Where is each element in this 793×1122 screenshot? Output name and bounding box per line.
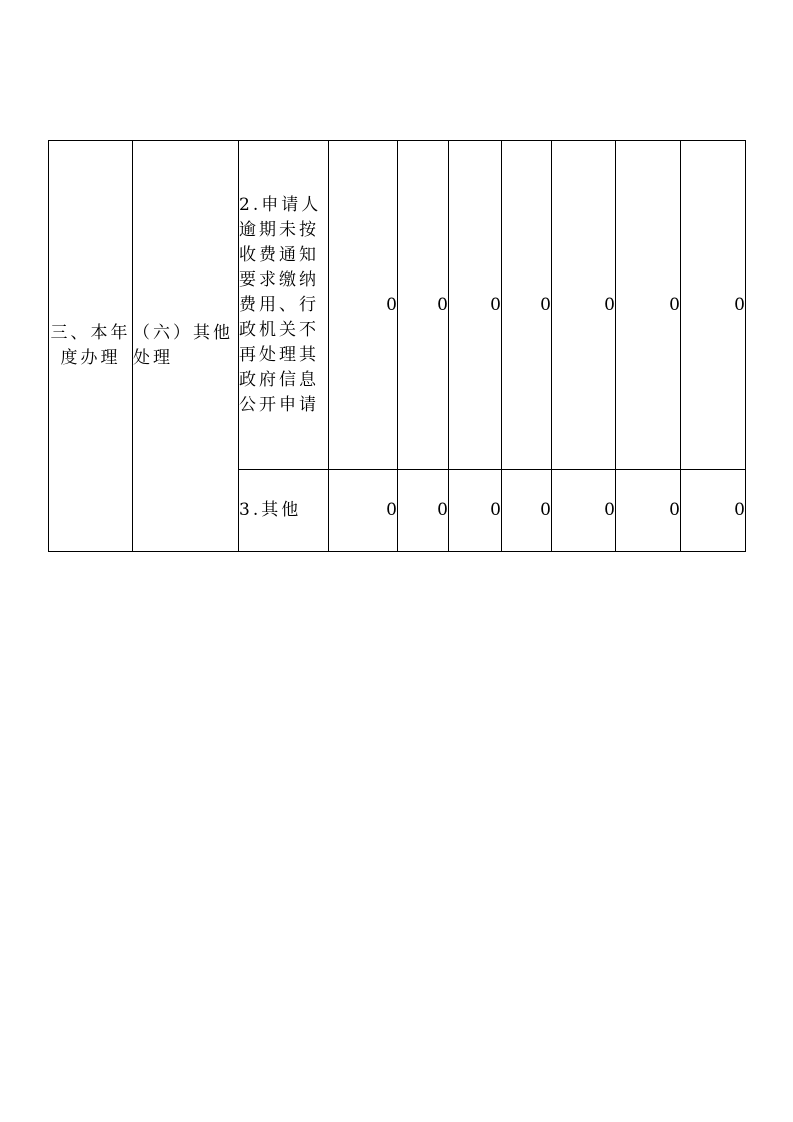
value-cell: 0 (449, 470, 502, 552)
value-cell: 0 (398, 470, 449, 552)
row-label: 3.其他 (239, 500, 302, 520)
value-cell: 0 (552, 141, 616, 470)
value-cell: 0 (398, 141, 449, 470)
value-cell: 0 (502, 141, 552, 470)
value-cell: 0 (449, 141, 502, 470)
row-label: 2.申请人逾期未按收费通知要求缴纳费用、行政机关不再处理其政府信息公开申请 (239, 194, 322, 415)
value-cell: 0 (616, 470, 681, 552)
section-label-cell (49, 141, 133, 552)
row-label-cell (239, 141, 329, 470)
section-label: 三、本年度办理 (50, 323, 131, 368)
subsection-label-cell (133, 141, 239, 552)
value-cell: 0 (329, 141, 398, 470)
table-row (49, 141, 746, 470)
value-cell: 0 (329, 470, 398, 552)
value-cell: 0 (681, 141, 746, 470)
value-cell: 0 (681, 470, 746, 552)
value-cell: 0 (552, 470, 616, 552)
subsection-label: （六）其他处理 (133, 323, 233, 368)
row-label-cell (239, 470, 329, 552)
value-cell: 0 (502, 470, 552, 552)
statistics-table (48, 140, 746, 552)
value-cell: 0 (616, 141, 681, 470)
